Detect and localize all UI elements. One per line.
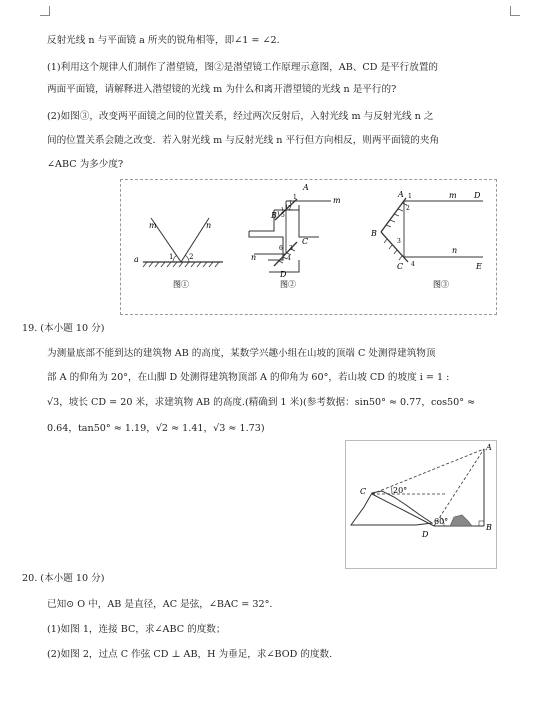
label-6: 6	[279, 245, 283, 252]
label-D: D	[422, 530, 429, 539]
label-D: D	[280, 270, 287, 279]
figure-1	[134, 218, 223, 289]
q18-figures-svg	[121, 180, 496, 314]
periscope-outer-top-wall	[299, 205, 319, 237]
label-angle-60: 60°	[434, 517, 449, 526]
label-1: 1	[169, 253, 174, 261]
q19-figure-box	[345, 440, 497, 569]
figure-2	[249, 183, 341, 289]
label-4: 4	[287, 255, 291, 262]
label-2: 2	[288, 205, 292, 212]
label-4: 4	[411, 261, 415, 268]
label-a: a	[134, 255, 139, 264]
label-A: A	[303, 183, 309, 192]
crop-mark-top-right	[510, 6, 520, 16]
label-5: 5	[281, 212, 285, 219]
sightline-c-to-a	[372, 449, 484, 494]
label-B: B	[486, 523, 492, 532]
q19-text-line-3: √3，坡长 CD = 20 米，求建筑物 AB 的高度.(精确到 1 米)(参考数据：sin50° ≈ 0.77，cos50° ≈	[47, 397, 476, 408]
label-1: 1	[408, 193, 412, 200]
label-E: E	[476, 262, 482, 271]
right-angle-mark	[479, 521, 484, 526]
label-2: 2	[189, 253, 194, 261]
label-3: 3	[289, 245, 293, 252]
label-n: n	[206, 221, 212, 230]
q18-text-line-1: 反射光线 n 与平面镜 a 所夹的锐角相等，即∠1 = ∠2.	[47, 35, 280, 46]
q18-text-line-3: 两面平面镜，请解释进入潜望镜的光线 m 为什么和离开潜望镜的光线 n 是平行的?	[47, 84, 397, 95]
q20-text-line-2: (1)如图 1，连接 BC，求∠ABC 的度数；	[47, 624, 226, 635]
label-B: B	[271, 211, 277, 220]
q19-text-line-4: 0.64，tan50° ≈ 1.19，√2 ≈ 1.41，√3 ≈ 1.73)	[47, 423, 265, 434]
q19-text-line-2: 部 A 的仰角为 20°，在山脚 D 处测得建筑物顶部 A 的仰角为 60°，若山坡 CD 的坡度 i = 1 :	[47, 372, 450, 383]
sightline-d-to-a	[434, 449, 484, 526]
rock-shape	[450, 515, 472, 526]
q19-text-line-1: 为测量底部不能到达的建筑物 AB 的高度，某数学兴趣小组在山坡的顶端 C 处测得建筑物顶	[47, 348, 436, 359]
q20-text-line-1: 已知⊙ O 中，AB 是直径，AC 是弦，∠BAC = 32°.	[47, 599, 273, 610]
caption-figure-2: 图②	[280, 280, 296, 289]
q20-text-line-3: (2)如图 2，过点 C 作弦 CD ⊥ AB，H 为垂足，求∠BOD 的度数.	[47, 649, 333, 660]
label-m: m	[149, 221, 157, 230]
q18-figure-box	[120, 179, 497, 315]
label-1: 1	[293, 194, 297, 201]
mirror-a-hatching	[143, 262, 219, 267]
label-D: D	[474, 191, 481, 200]
q19-figure-svg	[346, 441, 496, 568]
label-B: B	[371, 229, 377, 238]
label-m: m	[333, 196, 341, 205]
label-n: n	[452, 246, 458, 255]
label-3: 3	[397, 238, 401, 245]
angle-1-arc	[173, 256, 177, 263]
label-C: C	[302, 237, 309, 246]
hill-shape	[351, 491, 432, 525]
figure-3	[370, 190, 483, 289]
q18-text-line-6: ∠ABC 为多少度?	[47, 159, 124, 170]
q18-text-line-5: 间的位置关系会随之改变．若入射光线 m 与反射光线 n 平行但方向相反，则两平面镜的夹角	[47, 135, 440, 146]
label-A: A	[398, 190, 404, 199]
label-2: 2	[406, 205, 410, 212]
q18-text-line-2: (1)利用这个规律人们制作了潜望镜，图②是潜望镜工作原理示意图，AB、CD 是平行放置的	[47, 62, 439, 73]
label-C: C	[397, 262, 404, 271]
label-angle-20: 20°	[393, 486, 408, 495]
q20-number: 20. (本小题 10 分)	[22, 573, 105, 584]
angle-20-arc	[391, 487, 392, 494]
label-C: C	[360, 487, 367, 496]
caption-figure-1: 图①	[173, 280, 189, 289]
label-n: n	[251, 253, 257, 262]
label-m: m	[449, 191, 457, 200]
q18-text-line-4: (2)如图③，改变两平面镜之间的位置关系，经过两次反射后，入射光线 m 与反射光线 n 之	[47, 111, 434, 122]
q19-number: 19. (本小题 10 分)	[22, 323, 105, 334]
label-A: A	[486, 443, 492, 452]
crop-mark-top-left	[40, 6, 50, 16]
reflected-ray-n	[181, 218, 212, 262]
caption-figure-3: 图③	[433, 280, 449, 289]
